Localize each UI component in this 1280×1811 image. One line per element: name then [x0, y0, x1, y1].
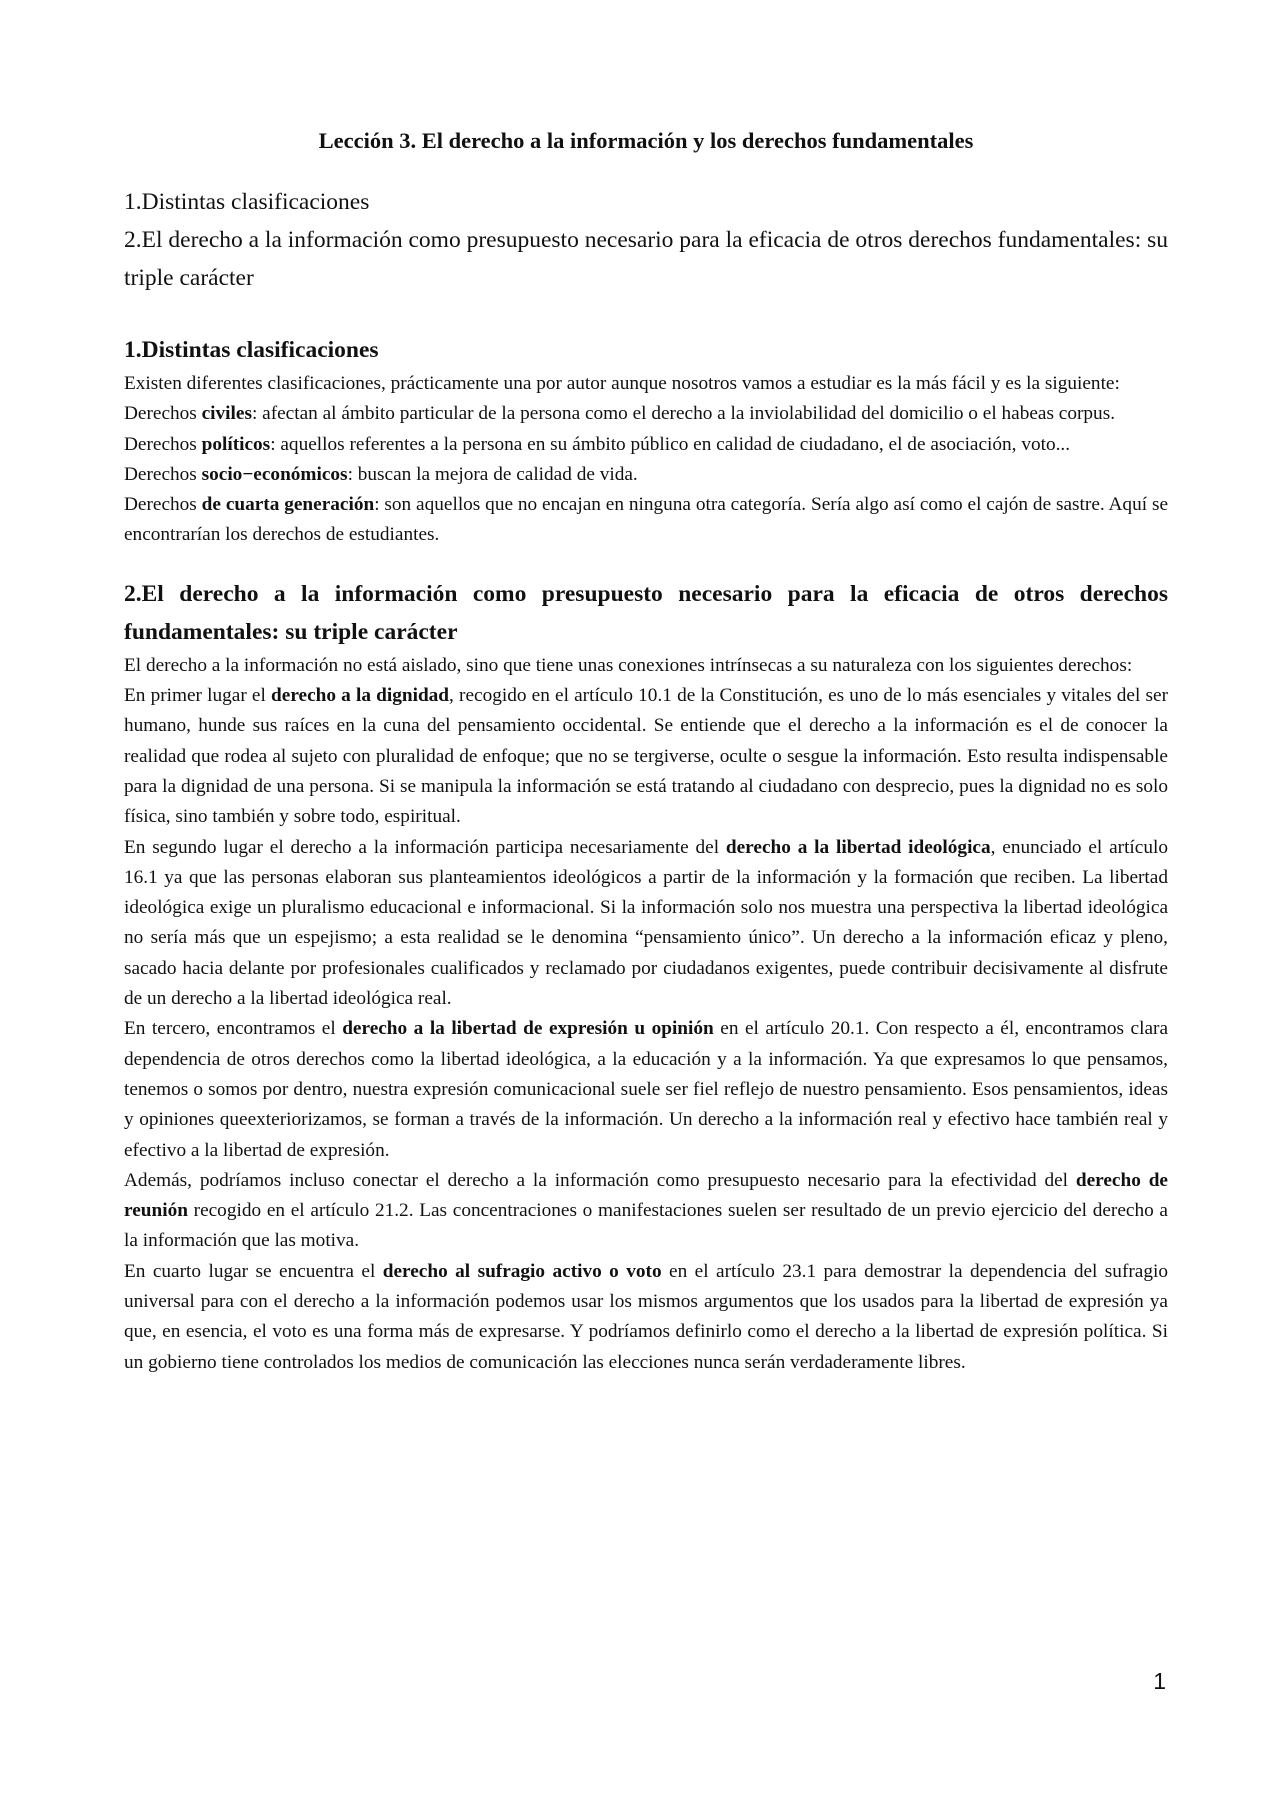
libertad-expresion-paragraph	[124, 1014, 1168, 1165]
bold-term: derecho a la libertad de expresión u opinión	[342, 1018, 714, 1040]
derecho-dignidad-paragraph	[124, 681, 1168, 832]
text-run: : son aquellos que no encajan en ninguna otra categoría. Sería algo así como el cajón de sastre. Aquí se encontrarían los derechos de estudiantes.	[124, 494, 1169, 546]
text-run: en el artículo 23.1 para demostrar la dependencia del sufragio universal para con el derecho a la información podemos usar los mismos argumentos que los usados para la libertad de expresión ya que, en esencia, el voto es una forma más de expresarse. Y podríamos definirlo como el derecho a la libertad de expresión política. Si un gobierno tiene controlados los medios de comunicación las elecciones nunca serán verdaderamente libres.	[124, 1260, 1168, 1373]
text-run: En tercero, encontramos el	[124, 1018, 343, 1040]
text-run: Derechos	[124, 463, 202, 485]
text-run: : afectan al ámbito particular de la persona como el derecho a la inviolabilidad del domicilio o el habeas corpus.	[251, 403, 1116, 425]
derechos-cuarta-generacion-paragraph	[124, 490, 1168, 551]
text-run: En segundo lugar el derecho a la información participa necesariamente del	[124, 836, 726, 858]
text-run: : aquellos referentes a la persona en su ámbito público en calidad de ciudadano, el de asociación, voto...	[270, 433, 1071, 455]
bold-term: derecho de reunión	[124, 1169, 1168, 1222]
section-2-heading: 2.El derecho a la información como presupuesto necesario para la eficacia de otros derechos fundamentales: su triple carácter	[124, 580, 1168, 645]
text-run: : buscan la mejora de calidad de vida.	[347, 463, 638, 485]
text-run: En cuarto lugar se encuentra el	[124, 1260, 383, 1282]
text-run: , recogido en el artículo 10.1 de la Constitución, es uno de lo más esenciales y vitales del ser humano, hunde sus raíces en la cuna del pensamiento occidental. Se entiende que el derecho a la información es el de conocer la realidad que rodea al sujeto con pluralidad de enfoque; que no se tergiverse, oculte o sesgue la información. Esto resulta indispensable para la dignidad de una persona. Si se manipula la información se está tratando al ciudadano con desprecio, pues la dignidad no es solo física, sino también y sobre todo, espiritual.	[124, 685, 1168, 828]
page-number: 1	[1153, 1668, 1166, 1694]
bold-term: políticos	[201, 433, 271, 455]
section-1-heading: 1.Distintas clasificaciones	[124, 337, 379, 363]
text-run: en el artículo 20.1. Con respecto a él, encontramos clara dependencia de otros derechos como la libertad ideológica, a la educación y a la información. Ya que expresamos lo que pensamos, tenemos o somos por dentro, nuestra expresión comunicacional suele ser fiel reflejo de nuestro pensamiento. Esos pensamientos, ideas y opiniones queexteriorizamos, se forman a través de la información. Un derecho a la información real y efectivo hace también real y efectivo a la libertad de expresión.	[124, 1018, 1169, 1161]
bold-term: socio−económicos	[201, 463, 348, 485]
text-run: recogido en el artículo 21.2. Las concentraciones o manifestaciones suelen ser resultado de un previo ejercicio del derecho a la información que las motiva.	[124, 1200, 1168, 1252]
bold-term: derecho a la dignidad	[271, 685, 450, 707]
text-run: , enunciado el artículo 16.1 ya que las personas elaboran sus planteamientos ideológicos a partir de la información y la formación que reciben. La libertad ideológica exige un pluralismo educacional e informacional. Si la información solo nos muestra una perspectiva la libertad ideológica no sería más que un espejismo; a esta realidad se le denomina “pensamiento único”. Un derecho a la información eficaz y pleno, sacado hacia delante por profesionales cualificados y reclamado por ciudadanos exigentes, puede contribuir decisivamente al disfrute de un derecho a la libertad ideológica real.	[124, 836, 1168, 1010]
derechos-socioeconomicos-paragraph	[124, 460, 1168, 490]
derechos-politicos-paragraph	[124, 430, 1168, 460]
document-title: Lección 3. El derecho a la información y los derechos fundamentales	[318, 128, 974, 153]
libertad-ideologica-paragraph	[124, 833, 1168, 1015]
bold-term: civiles	[201, 403, 252, 425]
text-run: Derechos	[124, 433, 202, 455]
toc-item-2: 2.El derecho a la información como presupuesto necesario para la eficacia de otros derechos fundamentales: su triple carácter	[124, 227, 1169, 291]
derecho-reunion-paragraph	[124, 1166, 1168, 1257]
section-1-intro: Existen diferentes clasificaciones, prácticamente una por autor aunque nosotros vamos a estudiar es la más fácil y es la siguiente:	[124, 373, 1120, 394]
toc-item-1: 1.Distintas clasificaciones	[124, 189, 370, 215]
bold-term: derecho al sufragio activo o voto	[382, 1260, 662, 1282]
text-run: Además, podríamos incluso conectar el derecho a la información como presupuesto necesario para la efectividad del	[124, 1169, 1076, 1191]
section-2-intro: El derecho a la información no está aislado, sino que tiene unas conexiones intrínsecas a su naturaleza con los siguientes derechos:	[124, 654, 1133, 676]
derechos-civiles-paragraph	[124, 399, 1168, 429]
derecho-sufragio-paragraph	[124, 1257, 1168, 1378]
bold-term: derecho a la libertad ideológica	[725, 836, 991, 858]
bold-term: de cuarta generación	[201, 494, 375, 516]
text-run: Derechos	[124, 494, 202, 516]
text-run: Derechos	[124, 403, 202, 425]
text-run: En primer lugar el	[124, 685, 272, 707]
